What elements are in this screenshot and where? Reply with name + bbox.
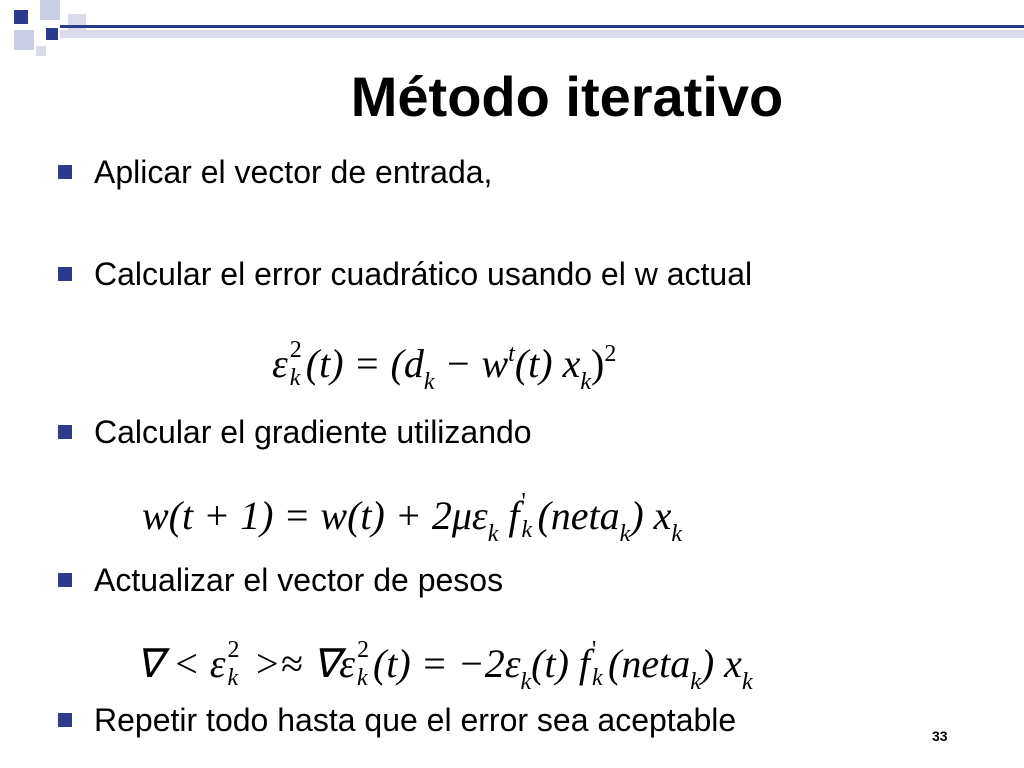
page-number: 33 (932, 728, 948, 744)
eq-text: >≈ ∇ε (243, 641, 355, 686)
deco-square-light (40, 0, 60, 20)
eq-text: ) x (630, 493, 672, 538)
eq-text: (t) = (d (305, 341, 424, 386)
bullet-item (58, 152, 958, 192)
eq-text: (t) = −2ε (372, 641, 521, 686)
eq-sub: k (580, 369, 592, 395)
eq-sub: k (619, 521, 631, 547)
eq-sup: 2 (604, 341, 617, 367)
deco-square-dark (14, 10, 28, 24)
bullet-item (58, 560, 958, 600)
eq-text: − w (434, 341, 509, 386)
eq-text: (neta (537, 493, 620, 538)
eq-supsub: 2 k (356, 637, 369, 691)
bullet-text: Calcular el error cuadrático usando el w actual (94, 256, 753, 292)
eq-sub: k (741, 669, 753, 695)
slide-title: Método iterativo (350, 65, 784, 128)
eq-sup: t (508, 341, 515, 367)
bullet-text: Repetir todo hasta que el error sea aceptable (94, 702, 737, 738)
bullet-square-icon (58, 713, 72, 727)
bullet-text: Calcular el gradiente utilizando (94, 414, 532, 450)
eq-sub: k (423, 369, 435, 395)
eq-supsub: ' k (521, 489, 533, 543)
header-rule (60, 22, 1024, 38)
eq-text: w(t + 1) = w(t) + 2με (142, 493, 488, 538)
bullet-text: Actualizar el vector de pesos (94, 562, 504, 598)
bullet-square-icon (58, 267, 72, 281)
bullet-square-icon (58, 573, 72, 587)
header-rule-light (60, 30, 1024, 38)
eq-sub: k (487, 521, 499, 547)
equation-gradient (136, 637, 753, 695)
bullet-square-icon (58, 425, 72, 439)
header-rule-dark (60, 25, 1024, 28)
eq-text: f (498, 493, 520, 538)
deco-square-light (36, 46, 46, 56)
equation-squared-error (272, 337, 617, 395)
bullet-square-icon (58, 165, 72, 179)
equation-weight-update (142, 489, 683, 547)
eq-epsilon: ε (272, 341, 288, 386)
eq-text: (t) f (531, 641, 591, 686)
eq-sub: k (671, 521, 683, 547)
eq-text: (t) x (514, 341, 581, 386)
eq-sub: k (690, 669, 701, 695)
deco-square-dark (46, 28, 58, 40)
eq-sub: k (520, 669, 532, 695)
bullet-text: Aplicar el vector de entrada, (94, 154, 493, 190)
eq-text: ∇ < ε (136, 641, 226, 686)
eq-supsub: 2 k (289, 337, 302, 391)
bullet-item (58, 254, 958, 294)
eq-text: (neta (608, 641, 691, 686)
eq-text: ) x (700, 641, 742, 686)
eq-supsub: ' k (592, 637, 603, 691)
eq-supsub: 2 k (227, 637, 240, 691)
deco-square-light (14, 30, 34, 50)
bullet-item (58, 700, 958, 740)
bullet-item (58, 412, 958, 452)
eq-text: ) (591, 341, 605, 386)
